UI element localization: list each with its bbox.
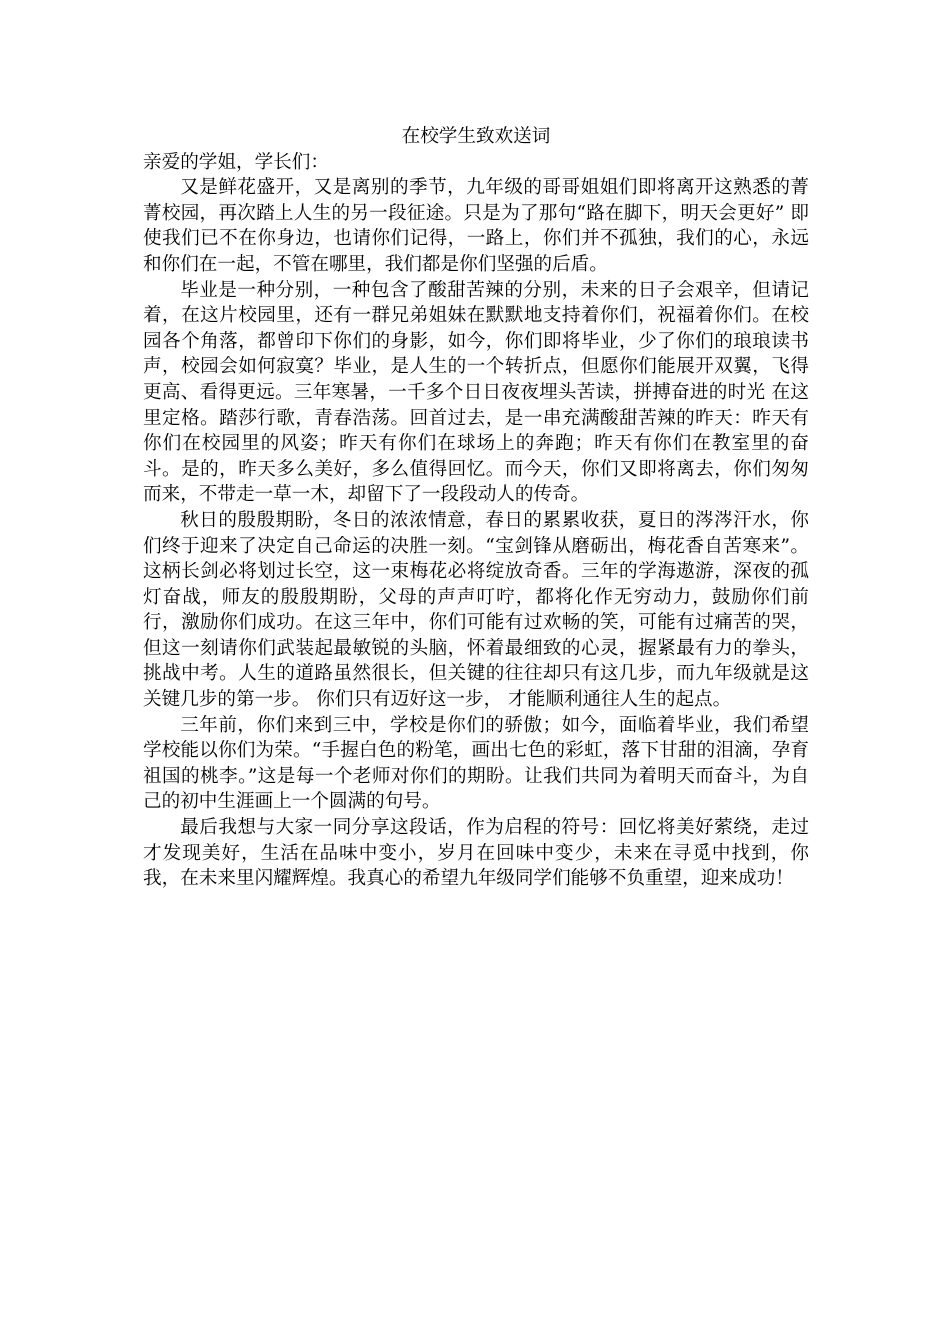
paragraph-2: 毕业是一种分别，一种包含了酸甜苦辣的分别，未来的日子会艰辛，但请记着，在这片校园里，还有一群兄弟姐妹在默默地支持着你们，祝福着你们。在校园各个角落，都曾印下你们的身影，如今，你们即将毕业，少了你们的琅琅读书声，校园会如何寂寞？毕业，是人生的一个转折点，但愿你们能展开双翼，飞得更高、看得更远。三年寒暑，一千多个日日夜夜埋头苦读，拼搏奋进的时光 在这里定格。踏莎行歌，青春浩荡。回首过去，是一串充满酸甜苦辣的昨天：昨天有你们在校园里的风姿；昨天有你们在球场上的奔跑；昨天有你们在教室里的奋斗。是的，昨天多么美好，多么值得回忆。而今天，你们又即将离去，你们匆匆而来，不带走一草一木，却留下了一段段动人的传奇。 — [143, 279, 809, 506]
paragraph-3: 秋日的殷殷期盼，冬日的浓浓情意，春日的累累收获，夏日的涔涔汗水，你们终于迎来了决定自己命运的决胜一刻。“宝剑锋从磨砺出，梅花香自苦寒来”。这柄长剑必将划过长空，这一束梅花必将绽放奇香。三年的学海遨游，深夜的孤灯奋战，师友的殷殷期盼，父母的声声叮咛，都将化作无穷动力，鼓励你们前行，激励你们成功。在这三年中，你们可能有过欢畅的笑，可能有过痛苦的哭，但这一刻请你们武装起最敏锐的头脑，怀着最细致的心灵，握紧最有力的拳头，挑战中考。人生的道路虽然很长，但关键的往往却只有这几步，而九年级就是这关键几步的第一步。 你们只有迈好这一步， 才能顺利通往人生的起点。 — [143, 509, 809, 711]
document-title: 在校学生致欢送词 — [401, 126, 551, 147]
paragraph-5: 最后我想与大家一同分享这段话，作为启程的符号：回忆将美好萦绕，走过才发现美好，生活在品味中变小，岁月在回味中变少，未来在寻觅中找到，你我，在未来里闪耀辉煌。我真心的希望九年级同学们能够不负重望，迎来成功！ — [143, 817, 809, 890]
salutation: 亲爱的学姐，学长们： — [143, 151, 329, 173]
paragraph-4: 三年前，你们来到三中，学校是你们的骄傲；如今，面临着毕业，我们希望学校能以你们为荣。“手握白色的粉笔，画出七色的彩虹，落下甘甜的泪滴，孕育祖国的桃李。”这是每一个老师对你们的期盼。让我们共同为着明天而奋斗，为自己的初中生涯画上一个圆满的句号。 — [143, 714, 809, 813]
paragraph-1: 又是鲜花盛开，又是离别的季节，九年级的哥哥姐姐们即将离开这熟悉的菁菁校园，再次踏上人生的另一段征途。只是为了那句“路在脚下，明天会更好” 即使我们已不在你身边，也请你们记得，一路上，你们并不孤独，我们的心，永远和你们在一起，不管在哪里，我们都是你们坚强的后盾。 — [143, 177, 809, 275]
document-body — [143, 124, 809, 892]
